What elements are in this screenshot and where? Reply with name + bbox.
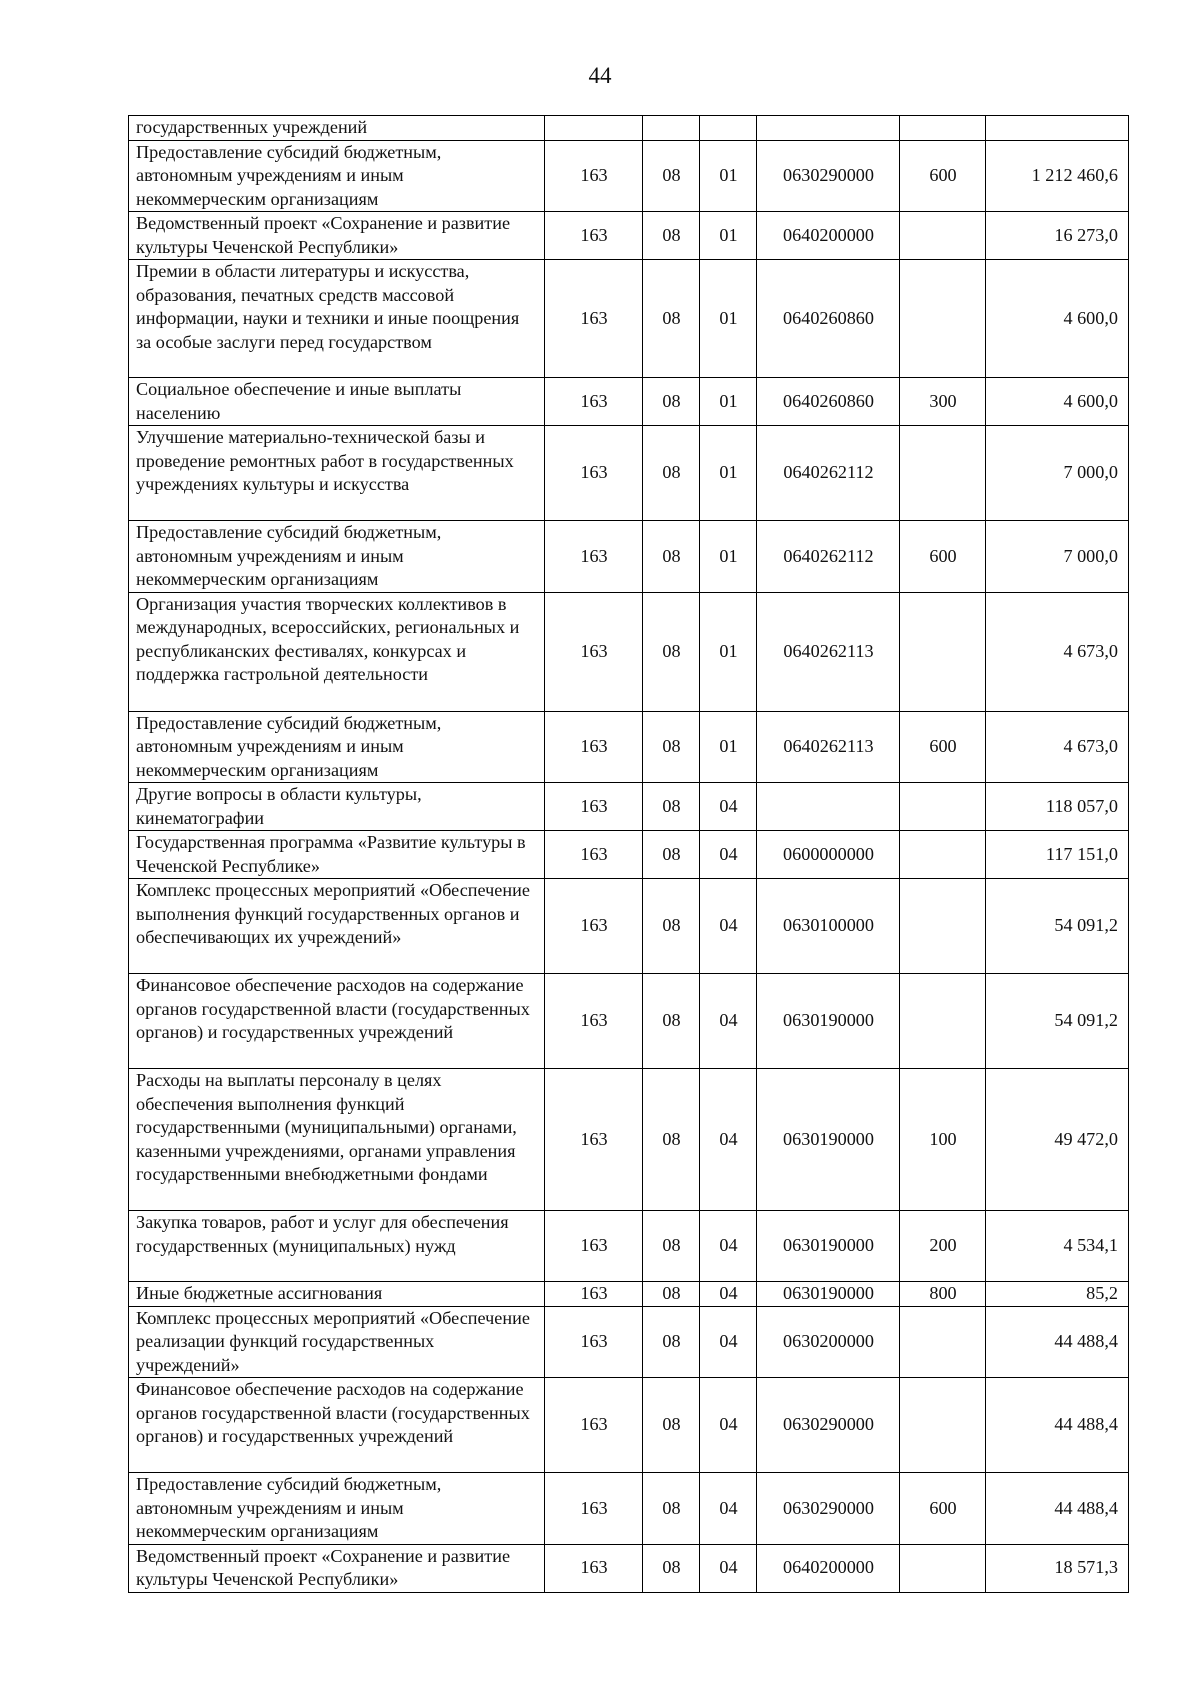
budget-table [128, 115, 1129, 1593]
row-pr: 04 [700, 783, 757, 831]
row-pr: 04 [700, 1473, 757, 1545]
row-rz: 08 [643, 260, 700, 378]
row-grbs: 163 [545, 140, 643, 212]
row-vr [900, 426, 986, 521]
row-sum: 118 057,0 [986, 783, 1129, 831]
row-name: Финансовое обеспечение расходов на содержание органов государственной власти (государственных органов) и государственных учреждений [129, 974, 545, 1069]
row-rz: 08 [643, 1282, 700, 1307]
row-sum: 54 091,2 [986, 879, 1129, 974]
row-grbs: 163 [545, 783, 643, 831]
row-vr [900, 831, 986, 879]
row-name: Расходы на выплаты персоналу в целях обеспечения выполнения функций государственными (муниципальными) органами, казенными учреждениями, органами управления государственными внебюджетными фондами [129, 1069, 545, 1211]
row-vr [900, 260, 986, 378]
table-row [129, 1306, 1129, 1378]
row-sum: 4 600,0 [986, 378, 1129, 426]
row-name: Ведомственный проект «Сохранение и развитие культуры Чеченской Республики» [129, 1544, 545, 1592]
table-row [129, 260, 1129, 378]
row-sum: 4 534,1 [986, 1211, 1129, 1282]
table-row [129, 879, 1129, 974]
row-rz: 08 [643, 426, 700, 521]
row-sum: 18 571,3 [986, 1544, 1129, 1592]
row-csr: 0640260860 [757, 378, 900, 426]
row-csr: 0640200000 [757, 1544, 900, 1592]
row-sum: 1 212 460,6 [986, 140, 1129, 212]
row-name: Закупка товаров, работ и услуг для обеспечения государственных (муниципальных) нужд [129, 1211, 545, 1282]
row-sum: 44 488,4 [986, 1378, 1129, 1473]
row-vr [900, 1544, 986, 1592]
row-vr [900, 212, 986, 260]
table-row [129, 831, 1129, 879]
row-csr: 0640262113 [757, 711, 900, 783]
row-name: Другие вопросы в области культуры, кинематографии [129, 783, 545, 831]
table-row [129, 212, 1129, 260]
table-row [129, 1378, 1129, 1473]
row-csr: 0640262112 [757, 426, 900, 521]
row-rz: 08 [643, 783, 700, 831]
row-pr: 01 [700, 140, 757, 212]
row-rz: 08 [643, 1544, 700, 1592]
row-name: Социальное обеспечение и иные выплаты населению [129, 378, 545, 426]
row-pr: 04 [700, 1378, 757, 1473]
row-grbs: 163 [545, 831, 643, 879]
row-rz: 08 [643, 1069, 700, 1211]
row-grbs: 163 [545, 212, 643, 260]
row-name: Премии в области литературы и искусства, образования, печатных средств массовой информации, науки и техники и иные поощрения за особые заслуги перед государством [129, 260, 545, 378]
row-vr [900, 592, 986, 711]
row-pr [700, 116, 757, 141]
row-vr: 600 [900, 711, 986, 783]
row-sum: 4 673,0 [986, 711, 1129, 783]
row-grbs: 163 [545, 711, 643, 783]
row-rz: 08 [643, 831, 700, 879]
row-csr [757, 783, 900, 831]
table-row [129, 783, 1129, 831]
row-pr: 04 [700, 1069, 757, 1211]
row-grbs: 163 [545, 1282, 643, 1307]
row-vr: 600 [900, 521, 986, 593]
row-rz: 08 [643, 521, 700, 593]
row-rz: 08 [643, 711, 700, 783]
row-rz: 08 [643, 1306, 700, 1378]
row-grbs: 163 [545, 974, 643, 1069]
row-sum: 16 273,0 [986, 212, 1129, 260]
row-sum: 117 151,0 [986, 831, 1129, 879]
row-sum: 4 600,0 [986, 260, 1129, 378]
row-sum: 7 000,0 [986, 521, 1129, 593]
row-vr: 600 [900, 1473, 986, 1545]
row-pr: 04 [700, 1282, 757, 1307]
row-grbs: 163 [545, 879, 643, 974]
row-name: Комплекс процессных мероприятий «Обеспечение реализации функций государственных учреждений» [129, 1306, 545, 1378]
row-csr: 0630100000 [757, 879, 900, 974]
row-pr: 04 [700, 1211, 757, 1282]
row-vr [900, 974, 986, 1069]
row-csr [757, 116, 900, 141]
row-grbs: 163 [545, 1211, 643, 1282]
row-pr: 04 [700, 1544, 757, 1592]
table-row [129, 140, 1129, 212]
row-rz: 08 [643, 1378, 700, 1473]
table-body [129, 116, 1129, 1593]
row-grbs: 163 [545, 1378, 643, 1473]
row-csr: 0640200000 [757, 212, 900, 260]
row-csr: 0600000000 [757, 831, 900, 879]
row-rz: 08 [643, 212, 700, 260]
row-vr: 600 [900, 140, 986, 212]
row-csr: 0630290000 [757, 1473, 900, 1545]
row-pr: 01 [700, 426, 757, 521]
row-grbs: 163 [545, 1069, 643, 1211]
row-pr: 04 [700, 1306, 757, 1378]
row-name: государственных учреждений [129, 116, 545, 141]
row-rz: 08 [643, 1211, 700, 1282]
row-name: Комплекс процессных мероприятий «Обеспечение выполнения функций государственных органов и обеспечивающих их учреждений» [129, 879, 545, 974]
row-vr [900, 1378, 986, 1473]
row-csr: 0630290000 [757, 1378, 900, 1473]
row-vr: 200 [900, 1211, 986, 1282]
row-name: Улучшение материально-технической базы и проведение ремонтных работ в государственных учреждениях культуры и искусства [129, 426, 545, 521]
row-grbs: 163 [545, 1306, 643, 1378]
table-row [129, 1211, 1129, 1282]
row-grbs [545, 116, 643, 141]
table-row [129, 974, 1129, 1069]
row-name: Предоставление субсидий бюджетным, автономным учреждениям и иным некоммерческим организациям [129, 140, 545, 212]
row-name: Предоставление субсидий бюджетным, автономным учреждениям и иным некоммерческим организациям [129, 711, 545, 783]
row-rz: 08 [643, 1473, 700, 1545]
row-sum: 44 488,4 [986, 1473, 1129, 1545]
row-rz: 08 [643, 974, 700, 1069]
row-sum: 54 091,2 [986, 974, 1129, 1069]
row-sum [986, 116, 1129, 141]
table-row [129, 1069, 1129, 1211]
table-row [129, 1544, 1129, 1592]
row-rz: 08 [643, 879, 700, 974]
row-vr [900, 879, 986, 974]
row-csr: 0630190000 [757, 1069, 900, 1211]
row-csr: 0640260860 [757, 260, 900, 378]
row-vr [900, 1306, 986, 1378]
row-name: Предоставление субсидий бюджетным, автономным учреждениям и иным некоммерческим организациям [129, 1473, 545, 1545]
row-vr [900, 783, 986, 831]
row-vr: 300 [900, 378, 986, 426]
row-sum: 44 488,4 [986, 1306, 1129, 1378]
page-number: 44 [588, 63, 612, 88]
row-csr: 0630200000 [757, 1306, 900, 1378]
table-row [129, 426, 1129, 521]
row-grbs: 163 [545, 426, 643, 521]
row-grbs: 163 [545, 1473, 643, 1545]
row-rz: 08 [643, 140, 700, 212]
row-name: Ведомственный проект «Сохранение и развитие культуры Чеченской Республики» [129, 212, 545, 260]
row-pr: 04 [700, 831, 757, 879]
row-sum: 7 000,0 [986, 426, 1129, 521]
table-row [129, 378, 1129, 426]
row-grbs: 163 [545, 378, 643, 426]
row-name: Иные бюджетные ассигнования [129, 1282, 545, 1307]
table-row [129, 592, 1129, 711]
row-name: Финансовое обеспечение расходов на содержание органов государственной власти (государственных органов) и государственных учреждений [129, 1378, 545, 1473]
row-rz [643, 116, 700, 141]
row-csr: 0640262113 [757, 592, 900, 711]
row-name: Организация участия творческих коллективов в международных, всероссийских, региональных и республиканских фестивалях, конкурсах и поддержка гастрольной деятельности [129, 592, 545, 711]
row-vr [900, 116, 986, 141]
row-grbs: 163 [545, 260, 643, 378]
row-grbs: 163 [545, 592, 643, 711]
row-pr: 01 [700, 260, 757, 378]
row-csr: 0630190000 [757, 1282, 900, 1307]
row-pr: 01 [700, 378, 757, 426]
table-row [129, 116, 1129, 141]
row-pr: 01 [700, 521, 757, 593]
row-name: Государственная программа «Развитие культуры в Чеченской Республике» [129, 831, 545, 879]
row-vr: 800 [900, 1282, 986, 1307]
row-sum: 85,2 [986, 1282, 1129, 1307]
row-vr: 100 [900, 1069, 986, 1211]
row-name: Предоставление субсидий бюджетным, автономным учреждениям и иным некоммерческим организациям [129, 521, 545, 593]
row-pr: 01 [700, 592, 757, 711]
row-sum: 4 673,0 [986, 592, 1129, 711]
table-row [129, 1473, 1129, 1545]
row-pr: 01 [700, 212, 757, 260]
row-csr: 0630290000 [757, 140, 900, 212]
row-grbs: 163 [545, 1544, 643, 1592]
table-row [129, 711, 1129, 783]
row-csr: 0630190000 [757, 1211, 900, 1282]
row-pr: 04 [700, 974, 757, 1069]
row-sum: 49 472,0 [986, 1069, 1129, 1211]
row-rz: 08 [643, 378, 700, 426]
row-rz: 08 [643, 592, 700, 711]
table-row [129, 521, 1129, 593]
table-row [129, 1282, 1129, 1307]
row-pr: 01 [700, 711, 757, 783]
row-csr: 0640262112 [757, 521, 900, 593]
row-csr: 0630190000 [757, 974, 900, 1069]
row-grbs: 163 [545, 521, 643, 593]
row-pr: 04 [700, 879, 757, 974]
